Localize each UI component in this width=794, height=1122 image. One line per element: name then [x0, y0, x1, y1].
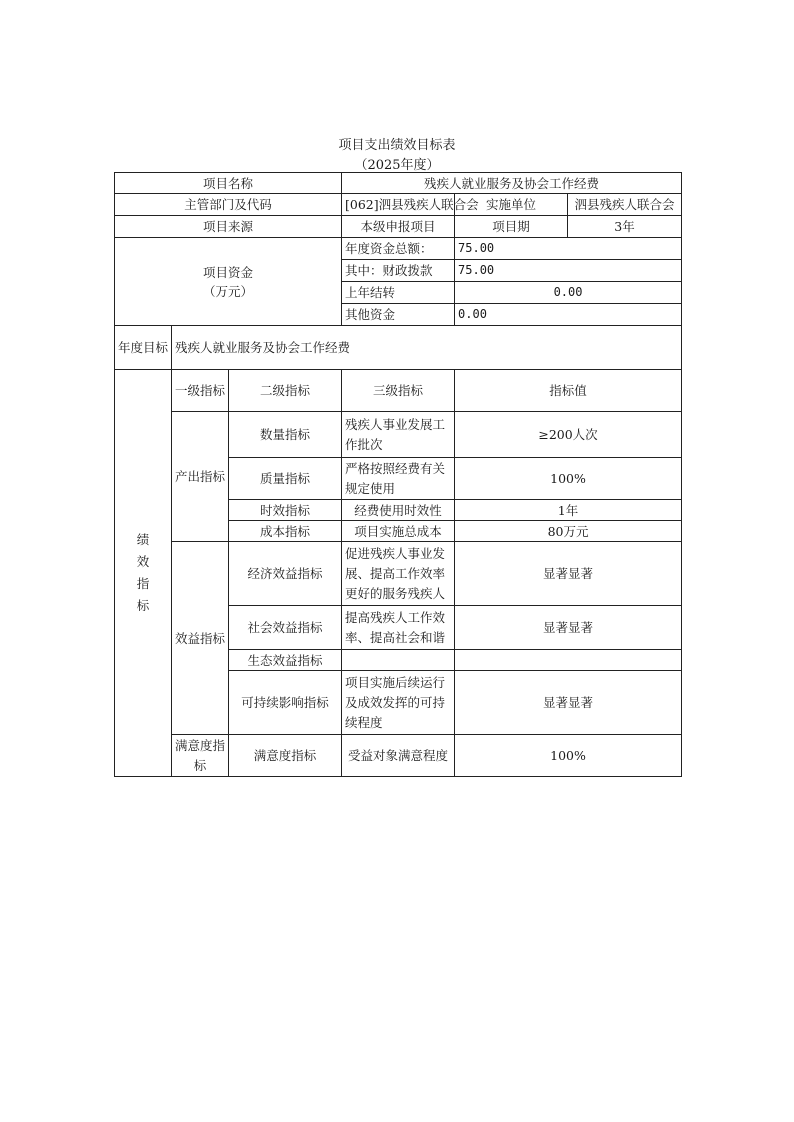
level3-cell: [342, 650, 455, 671]
level2-cell: 生态效益指标: [229, 650, 342, 671]
level2-cell: 满意度指标: [229, 735, 342, 777]
header-level3: 三级指标: [342, 370, 455, 412]
header-value: 指标值: [455, 370, 682, 412]
value-cell: 100%: [455, 735, 682, 777]
table-row: [115, 542, 682, 606]
value-cell: 显著显著: [455, 606, 682, 650]
value-cell: 显著显著: [455, 542, 682, 606]
other-funds-value: 0.00: [455, 304, 682, 326]
dept-value: [062]泗县残疾人联合会: [342, 194, 455, 216]
level2-cell: 成本指标: [229, 521, 342, 542]
table-row: [115, 326, 682, 370]
level2-cell: 数量指标: [229, 412, 342, 458]
value-cell: 显著显著: [455, 671, 682, 735]
impl-unit-label: 实施单位: [455, 194, 568, 216]
table-row: [115, 412, 682, 458]
level2-cell: 经济效益指标: [229, 542, 342, 606]
performance-indicators-text: 绩效指标: [136, 532, 150, 613]
level3-cell: 受益对象满意程度: [342, 735, 455, 777]
funds-label-line1: 项目资金: [203, 264, 254, 280]
value-cell: ≥200人次: [455, 412, 682, 458]
annual-goal-label: 年度目标: [115, 326, 172, 370]
impl-unit-value: 泗县残疾人联合会: [568, 194, 682, 216]
output-indicators-label: 产出指标: [172, 412, 229, 542]
source-label: 项目来源: [115, 216, 342, 238]
funds-label-line2: （万元）: [203, 283, 254, 299]
level3-cell: 残疾人事业发展工作批次: [342, 412, 455, 458]
table-row: [115, 216, 682, 238]
level2-cell: 可持续影响指标: [229, 671, 342, 735]
value-cell: 100%: [455, 458, 682, 500]
level3-cell: 提高残疾人工作效率、提高社会和谐: [342, 606, 455, 650]
header-level2: 二级指标: [229, 370, 342, 412]
value-cell: 80万元: [455, 521, 682, 542]
total-funds-value: 75.00: [455, 238, 682, 260]
funds-label: [115, 238, 342, 326]
table-row: [115, 370, 682, 412]
table-row: [115, 194, 682, 216]
page-subtitle: （2025年度）: [354, 158, 440, 173]
level2-cell: 质量指标: [229, 458, 342, 500]
total-funds-label: 年度资金总额：: [342, 238, 455, 260]
value-cell: [455, 650, 682, 671]
period-label: 项目期: [455, 216, 568, 238]
annual-goal-value: 残疾人就业服务及协会工作经费: [172, 326, 682, 370]
table-row: [115, 173, 682, 194]
benefit-indicators-label: 效益指标: [172, 542, 229, 735]
header-level1: 一级指标: [172, 370, 229, 412]
satisfaction-indicators-label: 满意度指标: [172, 735, 229, 777]
project-name-value: 残疾人就业服务及协会工作经费: [342, 173, 682, 194]
performance-indicators-label: [115, 370, 172, 777]
source-value: 本级申报项目: [342, 216, 455, 238]
level3-cell: 严格按照经费有关规定使用: [342, 458, 455, 500]
carryover-value: 0.00: [455, 282, 682, 304]
level3-cell: 项目实施后续运行及成效发挥的可持续程度: [342, 671, 455, 735]
fiscal-funds-label: 其中：财政拨款: [342, 260, 455, 282]
project-name-label: 项目名称: [115, 173, 342, 194]
period-value: 3年: [568, 216, 682, 238]
level3-cell: 经费使用时效性: [342, 500, 455, 521]
level3-cell: 项目实施总成本: [342, 521, 455, 542]
level2-cell: 时效指标: [229, 500, 342, 521]
value-cell: 1年: [455, 500, 682, 521]
performance-target-table: [114, 172, 682, 777]
fiscal-funds-value: 75.00: [455, 260, 682, 282]
carryover-label: 上年结转: [342, 282, 455, 304]
table-row: [115, 735, 682, 777]
other-funds-label: 其他资金: [342, 304, 455, 326]
page-title: 项目支出绩效目标表: [338, 138, 456, 153]
table-row: [115, 238, 682, 260]
dept-label: 主管部门及代码: [115, 194, 342, 216]
level2-cell: 社会效益指标: [229, 606, 342, 650]
level3-cell: 促进残疾人事业发展、提高工作效率更好的服务残疾人: [342, 542, 455, 606]
